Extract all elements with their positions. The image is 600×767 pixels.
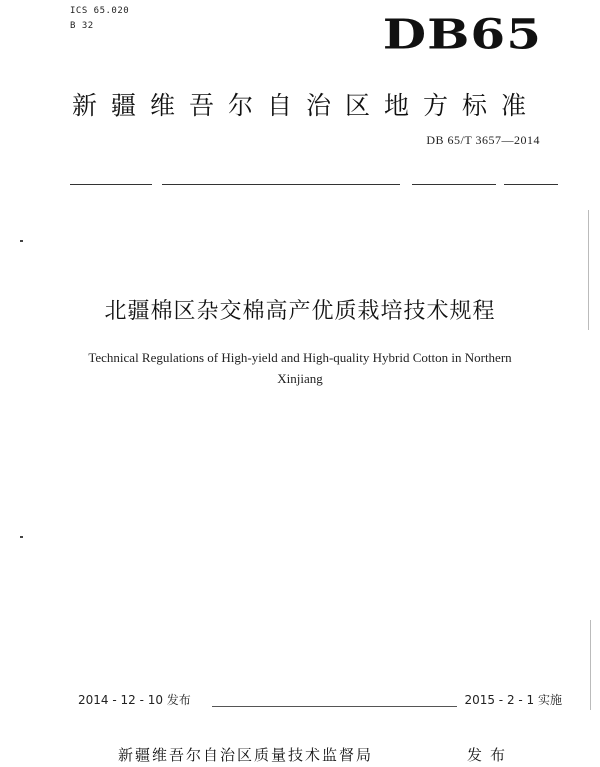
date-row <box>0 691 600 711</box>
issuing-authority: 新疆维吾尔自治区质量技术监督局 <box>118 746 374 764</box>
document-title-en-line1: Technical Regulations of High-yield and High-quality Hybrid Cotton in Northern <box>88 350 512 365</box>
db65-logo: DB65 <box>382 9 542 59</box>
implementation-date: 2015 - 2 - 1 实施 <box>464 693 562 707</box>
document-title-cn: 北疆棉区杂交棉高产优质栽培技术规程 <box>104 299 496 324</box>
publish-label: 发布 <box>467 746 514 764</box>
scan-edge <box>588 210 589 330</box>
issue-date: 2014 - 12 - 10 发布 <box>78 693 191 707</box>
date-divider <box>212 706 457 707</box>
divider-gap <box>496 181 504 187</box>
divider-gap <box>400 181 412 187</box>
standard-name: 新疆维吾尔自治区地方标准 <box>72 91 541 120</box>
scan-edge <box>590 620 591 710</box>
header-divider <box>70 184 558 185</box>
standard-number: DB 65/T 3657—2014 <box>426 133 540 147</box>
document-title-en-line2: Xinjiang <box>277 371 323 386</box>
divider-gap <box>152 181 162 187</box>
scan-mark <box>20 240 23 242</box>
ics-code: ICS 65.020 <box>70 6 130 16</box>
scan-mark <box>20 536 23 538</box>
ccs-code: B 32 <box>70 21 94 31</box>
